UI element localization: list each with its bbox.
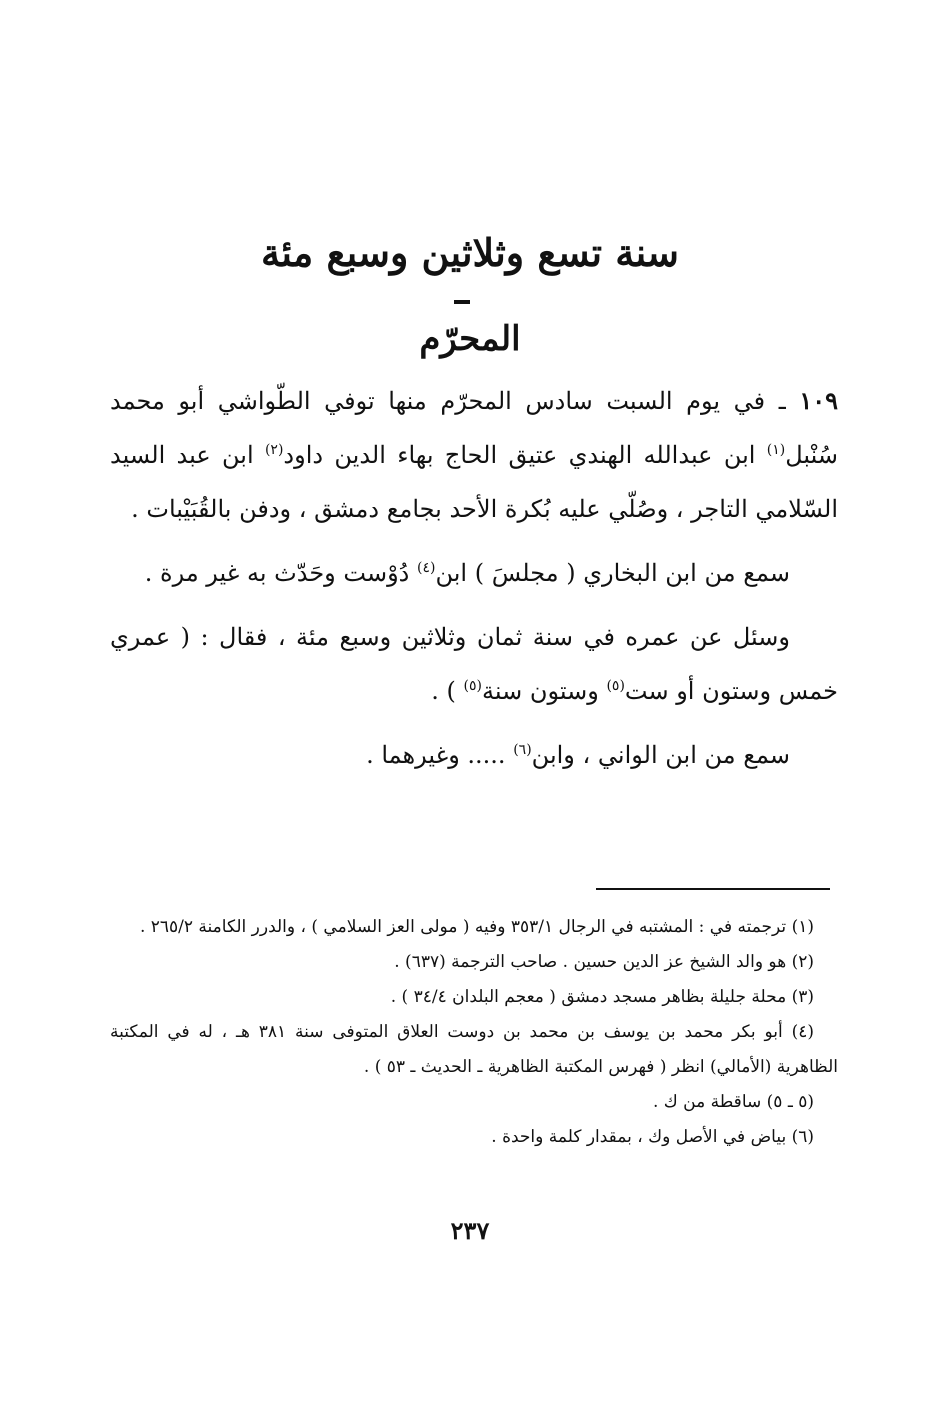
entry-paragraph xyxy=(110,374,838,536)
para4-text-b: ..... وغيرهما . xyxy=(366,741,514,769)
footnote-6: (٦) بياض في الأصل وك ، بمقدار كلمة واحدة . xyxy=(491,1127,814,1147)
month-heading: المحرّم xyxy=(419,319,521,359)
main-text xyxy=(110,374,838,782)
paragraph-4 xyxy=(110,728,838,782)
footnote-separator xyxy=(596,888,830,890)
footnote-4: (٤) أبو بكر محمد بن يوسف بن محمد بن دوست العلاق المتوفى سنة ٣٨١ هـ ، له في المكتبة الظاهرية (الأمالي) انظر ( فهرس المكتبة الظاهرية ـ الحديث ـ ٥٣ ) . xyxy=(110,1022,838,1077)
para2-text-a: سمع من ابن البخاري ( مجلسَ ) ابن xyxy=(435,559,790,587)
entry-text-b: ابن عبدالله الهندي عتيق الحاج بهاء الدين داود xyxy=(283,441,767,469)
footnotes xyxy=(110,910,838,1155)
paragraph-3 xyxy=(110,610,838,718)
para2-text-b: دُوْست وحَدّث به غير مرة . xyxy=(144,559,417,587)
para3-text-c: ) . xyxy=(431,677,464,705)
footnote-3: (٣) محلة جليلة بظاهر مسجد دمشق ( معجم البلدان ٣٤/٤ ) . xyxy=(390,987,814,1007)
footnote-ref-1: (١) xyxy=(766,442,786,458)
footnote-ref-5a: (٥) xyxy=(606,678,625,694)
year-heading: سنة تسع وثلاثين وسبع مئة xyxy=(261,230,679,275)
page-number: ٢٣٧ xyxy=(450,1216,490,1245)
para3-text-a: وسئل عن عمره في سنة ثمان وثلاثين وسبع مئة ، فقال : ( عمري خمس وستون أو ست xyxy=(110,623,838,705)
footnote-5: (٥ ـ ٥) ساقطة من ك . xyxy=(652,1092,814,1112)
footnote-ref-5b: (٥) xyxy=(463,678,482,694)
para4-text-a: سمع من ابن الواني ، وابن xyxy=(531,741,790,769)
footnote-ref-6: (٦) xyxy=(513,742,532,758)
footnote-ref-2: (٢) xyxy=(264,442,284,458)
entry-number: ١٠٩ xyxy=(799,386,838,415)
footnote-ref-4: (٤) xyxy=(416,560,436,576)
paragraph-2 xyxy=(110,546,838,600)
footnote-1: (١) ترجمته في : المشتبه في الرجال ٣٥٣/١ وفيه ( مولى العز السلامي ) ، والدرر الكامنة ٢٦٥/٢ . xyxy=(139,917,814,937)
entry-text-a: ـ في يوم السبت سادس المحرّم منها توفي الطّواشي أبو محمد سُنْبل xyxy=(110,387,838,469)
heading-dash xyxy=(454,300,470,304)
entry-text-c: ابن عبد السيد السّلامي التاجر ، وصُلّي عليه بُكرة الأحد بجامع دمشق ، ودفن بالقُبَيْبات . xyxy=(110,441,838,523)
para3-text-b: وستون سنة xyxy=(481,677,607,705)
footnote-2: (٢) هو والد الشيخ عز الدين حسين . صاحب الترجمة (٦٣٧) . xyxy=(394,952,814,972)
